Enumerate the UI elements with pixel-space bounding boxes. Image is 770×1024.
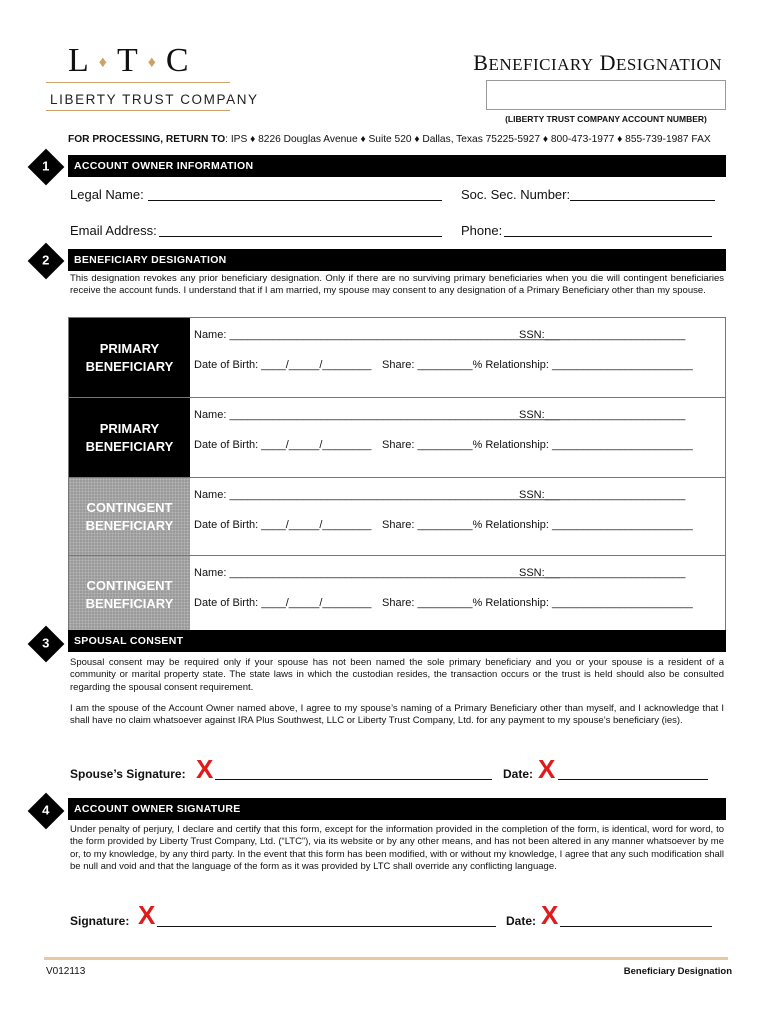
spouse-signature-field[interactable] bbox=[215, 779, 492, 780]
ssn-field[interactable]: SSN:_______________________ bbox=[519, 489, 686, 501]
dob-field[interactable]: Date of Birth: ____/_____/________ bbox=[194, 439, 372, 451]
ssn-field[interactable] bbox=[570, 200, 715, 201]
beneficiary-type: PRIMARY BENEFICIARY bbox=[69, 318, 190, 397]
date-x-mark: X bbox=[541, 900, 559, 930]
diamond-icon: ♦ bbox=[98, 54, 109, 72]
company-name: LIBERTY TRUST COMPANY bbox=[50, 92, 259, 107]
spouse-date-field[interactable] bbox=[558, 779, 708, 780]
beneficiary-row bbox=[69, 398, 725, 478]
section-number: 4 bbox=[28, 793, 65, 830]
beneficiary-type: CONTINGENT BENEFICIARY bbox=[69, 478, 190, 555]
dob-field[interactable]: Date of Birth: ____/_____/________ bbox=[194, 359, 372, 371]
owner-date-label: Date: bbox=[506, 914, 537, 928]
date-x-mark: X bbox=[538, 754, 556, 784]
ssn-label: Soc. Sec. Number: bbox=[461, 187, 571, 202]
beneficiary-row bbox=[69, 556, 725, 634]
name-field[interactable]: Name: ______________________________________________________ bbox=[194, 567, 560, 579]
logo-divider bbox=[46, 82, 230, 83]
signature-x-mark: X bbox=[138, 900, 156, 930]
beneficiary-type: CONTINGENT BENEFICIARY bbox=[69, 556, 190, 634]
logo-letter-c: C bbox=[165, 42, 191, 79]
share-relationship-field[interactable]: Share: _________% Relationship: _______________________ bbox=[382, 439, 693, 451]
logo-letter-t: T bbox=[116, 42, 140, 79]
account-number-input[interactable] bbox=[486, 80, 726, 110]
footer-form-name: Beneficiary Designation bbox=[623, 966, 732, 977]
section-header: ACCOUNT OWNER INFORMATION bbox=[68, 155, 726, 177]
ssn-field[interactable]: SSN:_______________________ bbox=[519, 329, 686, 341]
name-field[interactable]: Name: ______________________________________________________ bbox=[194, 329, 560, 341]
name-field[interactable]: Name: ______________________________________________________ bbox=[194, 409, 560, 421]
spouse-signature-label: Spouse’s Signature: bbox=[70, 767, 186, 781]
section-number: 1 bbox=[28, 149, 65, 186]
section-header: ACCOUNT OWNER SIGNATURE bbox=[68, 798, 726, 820]
footer-divider bbox=[44, 957, 728, 960]
beneficiary-row bbox=[69, 478, 725, 556]
share-relationship-field[interactable]: Share: _________% Relationship: _______________________ bbox=[382, 519, 693, 531]
logo-divider bbox=[46, 110, 230, 111]
beneficiary-table bbox=[68, 317, 726, 635]
signature-x-mark: X bbox=[196, 754, 214, 784]
owner-signature-field[interactable] bbox=[157, 926, 496, 927]
certification-text: Under penalty of perjury, I declare and certify that this form, except for the information provided in the completion of the form, is identical, word for word, to the form provided by Liberty Trust Company, Ltd. (“LTC”), via its website or by any other means, and has not been altered in any manner whatsoever by me or, to my knowledge, by any third party. In the event that this form has been modified, with or without my knowledge, I agree that any such modification shall be null and void and that the language of the form as it was provided by LTC shall override any conflicting language. bbox=[70, 824, 724, 872]
dob-field[interactable]: Date of Birth: ____/_____/________ bbox=[194, 597, 372, 609]
ssn-field[interactable]: SSN:_______________________ bbox=[519, 409, 686, 421]
legal-name-field[interactable] bbox=[148, 200, 442, 201]
form-title: BENEFICIARY DESIGNATION bbox=[473, 50, 722, 75]
spouse-date-label: Date: bbox=[503, 767, 534, 781]
diamond-icon: ♦ bbox=[147, 54, 158, 72]
name-field[interactable]: Name: ______________________________________________________ bbox=[194, 489, 560, 501]
spousal-consent-text: Spousal consent may be required only if your spouse has not been named the sole primary beneficiary and you or your spouse is a resident of a community or marital property state. The state laws in which the custodian resides, the transaction occurs or the trust is held should also be consulted regarding the spousal consent requirement. bbox=[70, 657, 724, 693]
logo bbox=[68, 42, 191, 80]
dob-field[interactable]: Date of Birth: ____/_____/________ bbox=[194, 519, 372, 531]
owner-signature-label: Signature: bbox=[70, 914, 130, 928]
account-number-label: (LIBERTY TRUST COMPANY ACCOUNT NUMBER) bbox=[505, 114, 707, 124]
beneficiary-row bbox=[69, 318, 725, 398]
spousal-agreement-text: I am the spouse of the Account Owner named above, I agree to my spouse’s naming of a Primary Beneficiary other than myself, and I acknowledge that I shall have no claim whatsoever against IRA Plus Southwest, LLC or Liberty Trust Company, Ltd. for any payment to my spouse’s beneficiary (ies). bbox=[70, 703, 724, 727]
section-number: 2 bbox=[28, 243, 65, 280]
section-header: BENEFICIARY DESIGNATION bbox=[68, 249, 726, 271]
phone-field[interactable] bbox=[504, 236, 712, 237]
email-label: Email Address: bbox=[70, 223, 157, 238]
email-field[interactable] bbox=[159, 236, 442, 237]
logo-letter-l: L bbox=[68, 42, 91, 79]
share-relationship-field[interactable]: Share: _________% Relationship: _______________________ bbox=[382, 359, 693, 371]
ssn-field[interactable]: SSN:_______________________ bbox=[519, 567, 686, 579]
designation-text: This designation revokes any prior beneficiary designation. Only if there are no surviving primary beneficiaries when you die will contingent beneficiaries receive the account funds. I understand that if I am married, my spouse may consent to any designation of a Primary Beneficiary other than my spouse. bbox=[70, 273, 724, 297]
section-number: 3 bbox=[28, 626, 65, 663]
share-relationship-field[interactable]: Share: _________% Relationship: _______________________ bbox=[382, 597, 693, 609]
form-version: V012113 bbox=[46, 966, 86, 977]
processing-address: FOR PROCESSING, RETURN TO: IPS ♦ 8226 Douglas Avenue ♦ Suite 520 ♦ Dallas, Texas 75225-5927 ♦ 800-473-1977 ♦ 855-739-1987 FAX bbox=[68, 134, 711, 145]
owner-date-field[interactable] bbox=[560, 926, 712, 927]
section-header: SPOUSAL CONSENT bbox=[68, 630, 726, 652]
phone-label: Phone: bbox=[461, 223, 503, 238]
beneficiary-type: PRIMARY BENEFICIARY bbox=[69, 398, 190, 477]
legal-name-label: Legal Name: bbox=[70, 187, 144, 202]
